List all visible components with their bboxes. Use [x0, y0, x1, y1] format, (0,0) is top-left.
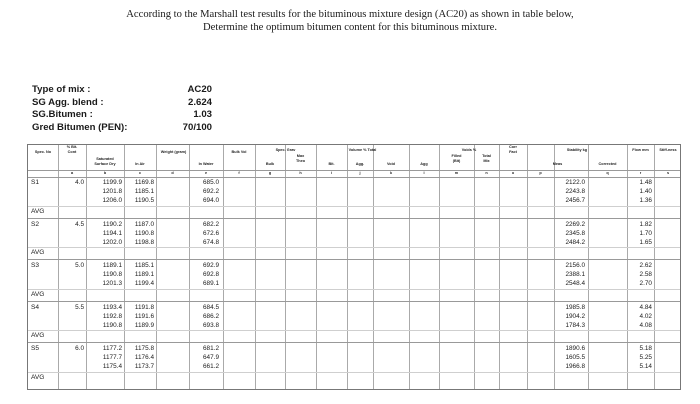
- weight-in-air: 1185.1: [134, 262, 154, 269]
- param-row: [32, 84, 212, 97]
- weight-in-air: 1199.4: [134, 280, 154, 288]
- ssd-weight: 1175.4: [102, 363, 122, 371]
- param-label: Type of mix :: [32, 84, 91, 95]
- column-divider: [347, 145, 348, 389]
- weight-in-air: 1169.8: [134, 179, 154, 186]
- measured-stability: 1985.8: [565, 303, 585, 311]
- average-label: AVG: [31, 332, 45, 340]
- column-letter: c: [138, 171, 142, 175]
- flow-value: 1.82: [639, 220, 652, 228]
- weight-in-air: 1173.7: [134, 363, 154, 371]
- ssd-weight: 1199.9: [102, 179, 122, 186]
- specimen-id: S1: [31, 179, 40, 186]
- row-divider: [28, 177, 680, 178]
- measured-stability: 2156.0: [565, 262, 585, 269]
- row-divider: [28, 247, 680, 248]
- header-meas: Meas: [552, 162, 563, 166]
- header-void: Void: [387, 162, 395, 166]
- flow-value: 5.14: [639, 363, 652, 371]
- column-divider: [316, 145, 317, 389]
- header-bulk-vol: Bulk Vol: [231, 150, 247, 154]
- column-divider: [223, 145, 224, 389]
- flow-value: 1.36: [639, 197, 652, 205]
- row-divider: [28, 301, 680, 302]
- column-letter: i: [330, 171, 333, 175]
- flow-value: 1.40: [639, 188, 652, 196]
- header-corrected: Corrected: [598, 162, 617, 166]
- header-saturated: Saturated: [96, 157, 114, 161]
- header-volume-total: Volume % Total: [348, 148, 377, 152]
- ssd-weight: 1192.8: [102, 312, 122, 320]
- measured-stability: 1890.6: [565, 345, 585, 352]
- weight-in-air: 1187.0: [134, 220, 154, 228]
- header-total-mix-2: Mix: [483, 159, 490, 163]
- weight-in-water: 661.2: [203, 363, 219, 371]
- measured-stability: 2345.8: [565, 229, 585, 237]
- weight-in-air: 1176.4: [134, 354, 154, 362]
- row-divider: [28, 372, 680, 373]
- weight-in-air: 1190.8: [134, 229, 154, 237]
- measured-stability: 2388.1: [565, 271, 585, 279]
- weight-in-water: 692.2: [203, 188, 219, 196]
- measured-stability: 2456.7: [565, 197, 585, 205]
- param-label: Gred Bitumen (PEN):: [32, 121, 128, 133]
- ssd-weight: 1189.1: [102, 262, 122, 269]
- param-value: 70/100: [182, 121, 212, 133]
- ssd-weight: 1194.1: [102, 229, 122, 237]
- flow-value: 4.84: [639, 303, 652, 311]
- weight-in-air: 1185.1: [134, 188, 154, 196]
- header-agg: Agg.: [355, 162, 365, 166]
- measured-stability: 1784.3: [565, 321, 585, 329]
- header-filled: Filled: [451, 154, 462, 158]
- column-letter: j: [359, 171, 361, 175]
- specimen-id: S4: [31, 303, 40, 311]
- marshall-results-table: [27, 144, 681, 390]
- header-stiffness: Stiff-ness: [659, 148, 677, 152]
- header-pct-bit: % Bit.: [66, 145, 78, 149]
- measured-stability: 1605.5: [565, 354, 585, 362]
- weight-in-water: 684.5: [203, 303, 219, 311]
- param-row: [32, 97, 212, 110]
- header-stability: Stability kg: [566, 148, 588, 152]
- row-divider: [28, 218, 680, 219]
- header-spec-no: Spec. No: [34, 150, 52, 154]
- measured-stability: 2548.4: [565, 280, 585, 288]
- flow-value: 1.70: [639, 229, 652, 237]
- measured-stability: 1966.8: [565, 363, 585, 371]
- header-corr-fact-2: Fact: [509, 150, 517, 154]
- column-letter: r: [639, 171, 642, 175]
- flow-value: 2.62: [639, 262, 652, 269]
- weight-in-water: 689.1: [203, 280, 219, 288]
- column-letter: l: [423, 171, 425, 175]
- header-max-theo: Max: [296, 154, 305, 158]
- column-letter: k: [389, 171, 393, 175]
- weight-in-water: 685.0: [203, 179, 219, 186]
- column-divider: [409, 145, 410, 389]
- bitumen-content: 5.0: [75, 262, 84, 269]
- column-divider: [499, 145, 500, 389]
- column-letter: p: [539, 171, 542, 175]
- average-label: AVG: [31, 290, 45, 298]
- measured-stability: 2269.2: [565, 220, 585, 228]
- column-letter: e: [204, 171, 208, 175]
- column-divider: [588, 145, 589, 389]
- header-in-water: In Water: [198, 162, 214, 166]
- row-divider: [28, 259, 680, 260]
- weight-in-water: 672.6: [203, 229, 219, 237]
- measured-stability: 1904.2: [565, 312, 585, 320]
- column-letter: h: [299, 171, 302, 175]
- header-agg-2: Agg: [420, 162, 428, 166]
- header-flow: Flow mm: [632, 148, 649, 152]
- specimen-id: S3: [31, 262, 40, 269]
- column-divider: [474, 145, 475, 389]
- weight-in-water: 647.9: [203, 354, 219, 362]
- param-value: 2.624: [187, 96, 212, 108]
- column-divider: [373, 145, 374, 389]
- weight-in-air: 1189.1: [134, 271, 154, 279]
- average-label: AVG: [31, 373, 45, 381]
- weight-in-air: 1190.5: [134, 197, 154, 205]
- weight-in-air: 1191.6: [134, 312, 154, 320]
- row-divider: [28, 342, 680, 343]
- header-surface-dry: Surface Dry: [94, 162, 116, 166]
- question-text: [0, 8, 700, 34]
- weight-in-water: 682.2: [203, 220, 219, 228]
- param-label: SG.Bitumen :: [32, 109, 93, 121]
- column-letter: d: [171, 171, 174, 175]
- header-weight: Weight (gram): [160, 150, 187, 154]
- weight-in-air: 1198.8: [134, 238, 154, 246]
- header-pct-bit-cont: Cont: [67, 150, 77, 154]
- column-divider: [255, 145, 256, 389]
- measured-stability: 2122.0: [565, 179, 585, 186]
- flow-value: 2.58: [639, 271, 652, 279]
- param-label: SG Agg. blend :: [32, 96, 104, 108]
- column-letter: s: [666, 171, 670, 175]
- ssd-weight: 1206.0: [102, 197, 122, 205]
- average-label: AVG: [31, 249, 45, 257]
- header-in-air: In Air: [135, 162, 145, 166]
- flow-value: 1.48: [639, 179, 652, 186]
- flow-value: 1.65: [639, 238, 652, 246]
- measured-stability: 2243.8: [565, 188, 585, 196]
- row-divider: [28, 330, 680, 331]
- header-bulk: Bulk: [265, 162, 275, 166]
- flow-value: 5.25: [639, 354, 652, 362]
- column-divider: [439, 145, 440, 389]
- column-letter: n: [485, 171, 488, 175]
- column-letter: b: [103, 171, 107, 175]
- ssd-weight: 1177.7: [102, 354, 122, 362]
- param-row: [32, 122, 212, 135]
- ssd-weight: 1190.8: [102, 321, 122, 329]
- specimen-id: S2: [31, 220, 40, 228]
- ssd-weight: 1201.3: [102, 280, 122, 288]
- bitumen-content: 4.5: [75, 220, 84, 228]
- weight-in-water: 694.0: [203, 197, 219, 205]
- ssd-weight: 1202.0: [102, 238, 122, 246]
- question-line-2: Determine the optimum bitumen content for this bituminous mixture.: [203, 22, 497, 33]
- flow-value: 4.02: [639, 312, 652, 320]
- ssd-weight: 1190.2: [102, 220, 122, 228]
- header-total-mix: Total: [482, 154, 491, 158]
- bitumen-content: 6.0: [75, 345, 84, 352]
- row-divider: [28, 289, 680, 290]
- param-row: [32, 109, 212, 122]
- column-letter: g: [268, 171, 272, 175]
- param-value: 1.03: [193, 109, 212, 121]
- flow-value: 2.70: [639, 280, 652, 288]
- weight-in-water: 692.8: [203, 271, 219, 279]
- weight-in-air: 1175.8: [134, 345, 154, 352]
- bitumen-content: 5.5: [75, 303, 84, 311]
- ssd-weight: 1201.8: [102, 188, 122, 196]
- weight-in-water: 681.2: [203, 345, 219, 352]
- mix-parameters: [32, 84, 212, 134]
- weight-in-air: 1191.8: [134, 303, 154, 311]
- column-letter: q: [606, 171, 609, 175]
- row-divider: [28, 206, 680, 207]
- specimen-id: S5: [31, 345, 40, 352]
- weight-in-water: 674.8: [203, 238, 219, 246]
- weight-in-water: 692.9: [203, 262, 219, 269]
- header-spec-grav: Spec. Grav: [275, 148, 296, 152]
- header-bit: Bit.: [328, 162, 335, 166]
- header-corr-fact: Corr: [508, 145, 518, 149]
- average-label: AVG: [31, 207, 45, 215]
- weight-in-air: 1189.9: [134, 321, 154, 329]
- param-value: AC20: [187, 84, 212, 95]
- column-divider: [156, 145, 157, 389]
- column-letter: a: [70, 171, 74, 175]
- ssd-weight: 1193.4: [102, 303, 122, 311]
- weight-in-water: 686.2: [203, 312, 219, 320]
- column-letter: m: [454, 171, 459, 175]
- ssd-weight: 1177.2: [102, 345, 122, 352]
- header-max-theo-2: Theo: [295, 159, 306, 163]
- column-letter: f: [238, 171, 240, 175]
- header-filled-bit: (Bit): [452, 159, 461, 163]
- column-letter: o: [511, 171, 515, 175]
- weight-in-water: 693.8: [203, 321, 219, 329]
- ssd-weight: 1190.8: [102, 271, 122, 279]
- bitumen-content: 4.0: [75, 179, 84, 186]
- question-line-1: According to the Marshall test results for the bituminous mixture design (AC20) as shown in table below,: [126, 9, 574, 20]
- column-divider: [285, 145, 286, 389]
- header-voids-pct: Voids %: [461, 148, 477, 152]
- column-divider: [654, 145, 655, 389]
- flow-value: 5.18: [639, 345, 652, 352]
- measured-stability: 2484.2: [565, 238, 585, 246]
- flow-value: 4.08: [639, 321, 652, 329]
